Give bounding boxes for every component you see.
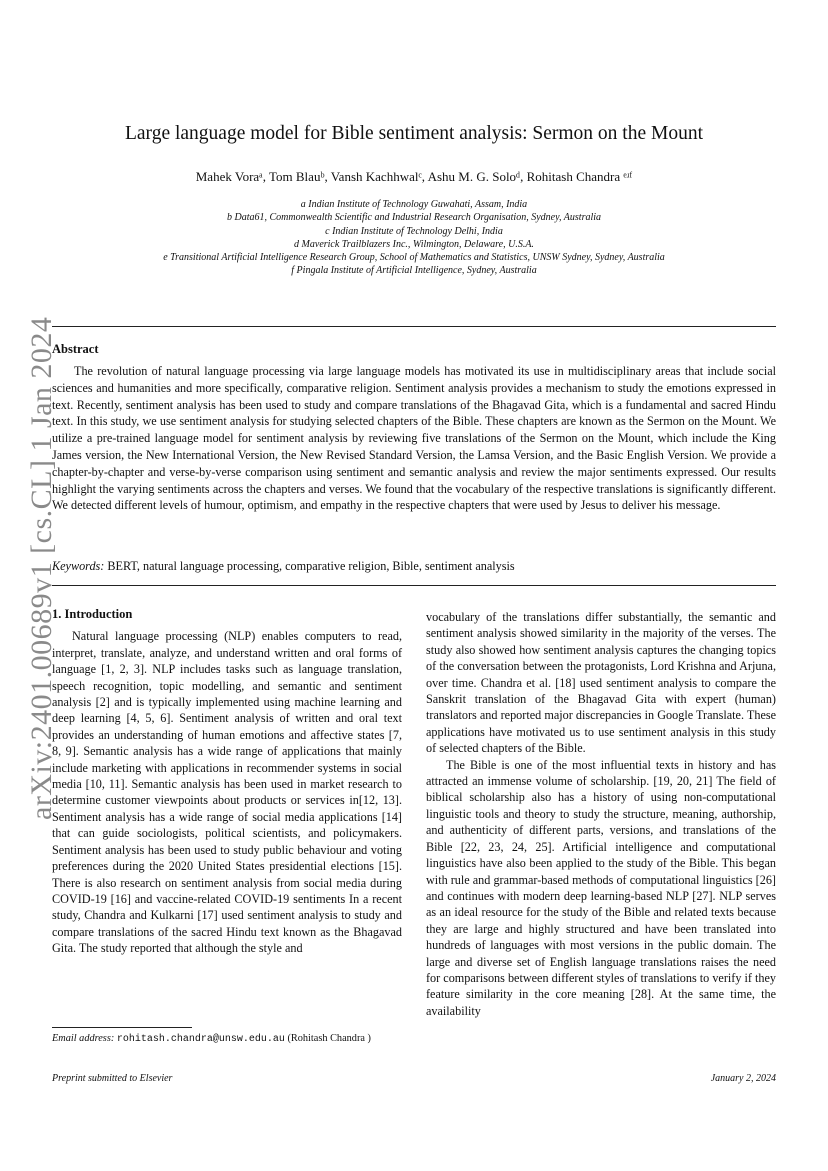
keywords [52,559,776,574]
keywords-label: Keywords: [52,559,105,573]
affiliation-e: e Transitional Artificial Intelligence Research Group, School of Mathematics and Statistics, UNSW Sydney, Sydney, Australia [163,252,665,264]
affiliation-d: d Maverick Trailblazers Inc., Wilmington, Delaware, U.S.A. [294,238,534,250]
footnote-label: Email address: [52,1033,115,1044]
affiliation-b: b Data61, Commonwealth Scientific and Industrial Research Organisation, Sydney, Australia [226,212,602,224]
affiliation-c: c Indian Institute of Technology Delhi, India [325,225,503,237]
affiliation-a: a Indian Institute of Technology Guwahati, Assam, India [300,199,528,210]
section-heading: 1. Introduction [52,607,133,621]
footnote-email[interactable]: rohitash.chandra@unsw.edu.au [116,1034,285,1045]
footnote-name: (Rohitash Chandra ) [287,1033,371,1044]
affiliations [52,198,776,278]
divider-bottom [52,585,776,586]
intro-paragraph-1-continued: vocabulary of the translations differ substantially, the semantic and sentiment analysis showed similarity in the majority of the verses. The study also showed how sentiment analysis captures the changing topics of the conversation between the protagonists, Lord Krishna and Arjuna, over time. Chandra et al. [18] used sentiment analysis to compare the Sanskrit translation of the Bhagavad Gita with expert (human) translators and reported major discrepancies in Google Translate. These applications have motivated us to use sentiment analysis in this study of selected chapters of the Bible. [426,610,776,756]
column-left [52,606,402,957]
keywords-text: BERT, natural language processing, comparative religion, Bible, sentiment analysis [107,559,515,573]
affiliation-f: f Pingala Institute of Artificial Intelligence, Sydney, Australia [291,265,537,277]
intro-paragraph-2: The Bible is one of the most influential texts in history and has attracted an immense volume of scholarship. [19, 20, 21] The field of biblical scholarship also has a history of using non-computational linguistic tools and theory to study the structure, meaning, authorship, and authenticity of different parts, versions, and translations of the Bible [22, 23, 24, 25]. Artificial intelligence and computational linguistics have also been applied to the study of the Bible. This began with rule and grammar-based methods of computational linguistics [26] and continues with modern deep learning-based NLP [27]. NLP serves as an ideal resource for the study of the Bible and related texts because they are large and highly structured and have been translated into hundreds of languages with most versions in the public domain. The large and diverse set of English language translations raises the need for comparisons between different styles of translations to verify if they feature similarity in the core meaning [28]. At the same time, the availability [426,757,776,1018]
paper-title: Large language model for Bible sentiment analysis: Sermon on the Mount [124,123,704,144]
divider-top [52,326,776,327]
intro-paragraph-1: Natural language processing (NLP) enables computers to read, interpret, translate, analyze, and understand written and oral forms of language [1, 2, 3]. NLP includes tasks such as language translation, speech recognition, topic modelling, and semantic and sentiment analysis [2] and is typically implemented using machine learning and deep learning [4, 5, 6]. Sentiment analysis of written and oral text provides an understanding of human emotions and affective states [7, 8, 9]. Semantic analysis has a wide range of applications that mainly include marketing with applications in recommender systems in social media [10, 11]. Semantic analysis has been used in market research to determine customer viewpoints about products or services in[12, 13]. Sentiment analysis has a wide range of social media applications [14] that can guide sociologists, political scientists, and policymakers. Sentiment analysis has been used to study public behaviour and voting preferences during the 2020 United States presidential elections [15]. There is also research on sentiment analysis from social media during COVID-19 [16] and vaccine-related COVID-19 sentiments In a recent study, Chandra and Kulkarni [17] used sentiment analysis to study and compare translations of the sacred Hindu text known as the Bhagavad Gita. The study reported that although the style and [52,629,402,956]
abstract-heading: Abstract [52,342,99,356]
arxiv-identifier: arXiv:2401.00689v1 [cs.CL] 1 Jan 2024 [25,316,58,820]
footnote-divider [52,1027,192,1028]
footer-preprint: Preprint submitted to Elsevier [52,1073,173,1084]
footnote [52,1032,402,1047]
author-list: Mahek Voraᵃ, Tom Blauᵇ, Vansh Kachhwalᶜ, Ashu M. G. Soloᵈ, Rohitash Chandra ᵉʴᶠ [195,169,633,184]
footer-date: January 2, 2024 [710,1073,776,1084]
column-right [426,609,776,1019]
abstract-text: The revolution of natural language processing via large language models has motivated its use in multidisciplinary areas that include social sciences and humanities and more specifically, comparative religion. Sentiment analysis provides a mechanism to study the emotions expressed in text. Recently, sentiment analysis has been used to study and compare translations of the Bhagavad Gita, which is a fundamental and sacred Hindu text. In this study, we use sentiment analysis for studying selected chapters of the Bible. These chapters are known as the Sermon on the Mount. We utilize a pre-trained language model for sentiment analysis by reviewing five translations of the Sermon on the Mount, which include the King James version, the New International Version, the New Revised Standard Version, the Lamsa Version, and the Basic English Version. We provide a chapter-by-chapter and verse-by-verse comparison using sentiment and semantic analysis and review the major sentiments expressed. Our results highlight the varying sentiments across the chapters and verses. We found that the vocabulary of the respective translations is significantly different. We detected different levels of humour, optimism, and empathy in the respective chapters that were used by Jesus to deliver his message. [52,364,776,513]
